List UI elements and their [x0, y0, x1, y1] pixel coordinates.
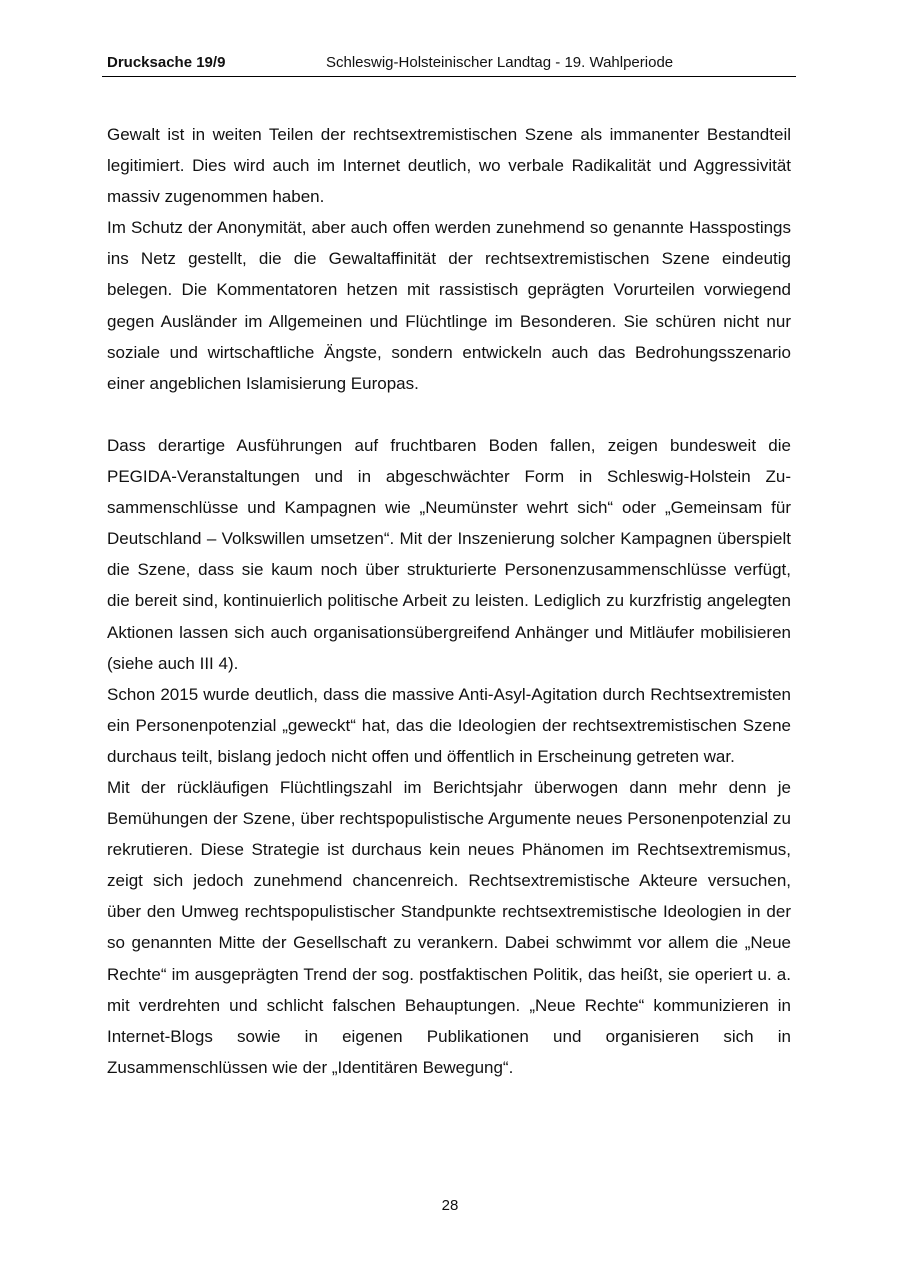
page-number: 28	[441, 1197, 459, 1214]
header-title: Schleswig-Holsteinischer Landtag - 19. Wahlperiode	[326, 54, 674, 71]
paragraph-3: Dass derartige Ausführungen auf fruchtbaren Boden fallen, zeigen bundesweit die PEGIDA-Veranstaltungen und in abgeschwächter Form in Schleswig-Holstein Zusammenschlüsse und Kampagnen wie „Neumünster wehrt sich“ oder „Gemeinsam für Deutschland – Volkswillen umsetzen“. Mit der Inszenierung solcher Kampagnen überspielt die Szene, dass sie kaum noch über strukturierte Personenzusammenschlüsse verfügt, die bereit sind, kontinuierlich politische Arbeit zu leisten. Lediglich zu kurzfristig angelegten Aktionen lassen sich auch organisationsübergreifend Anhänger und Mitläufer mobilisieren (siehe auch III 4).	[107, 435, 791, 673]
paragraph-2: Im Schutz der Anonymität, aber auch offen werden zunehmend so genannte Hasspostings ins Netz gestellt, die die Gewaltaffinität der rechtsextremistischen Szene eindeutig belegen. Die Kommentatoren hetzen mit rassistisch geprägten Vorurteilen vorwiegend gegen Ausländer im Allgemeinen und Flüchtlinge im Besonderen. Sie schüren nicht nur soziale und wirtschaftliche Ängste, sondern entwickeln auch das Bedrohungsszenario einer angeblichen Islamisierung Europas.	[107, 218, 791, 393]
page-header	[102, 52, 796, 77]
paragraph-4: Schon 2015 wurde deutlich, dass die massive Anti-Asyl-Agitation durch Rechtsextremisten ein Personenpotenzial „geweckt“ hat, das die Ideologien der rechtsextremistischen Szene durchaus teilt, bislang jedoch nicht offen und öffentlich in Erscheinung getreten war.	[107, 684, 791, 766]
document-number: Drucksache 19/9	[107, 54, 226, 71]
body-text	[107, 119, 791, 1083]
paragraph-1: Gewalt ist in weiten Teilen der rechtsextremistischen Szene als immanenter Bestandteil legitimiert. Dies wird auch im Internet deutlich, wo verbale Radikalität und Aggressivität massiv zugenommen haben.	[107, 125, 791, 207]
paragraph-5: Mit der rückläufigen Flüchtlingszahl im Berichtsjahr überwogen dann mehr denn je Bemühungen der Szene, über rechtspopulistische Argumente neues Personenpotenzial zu rekrutieren. Diese Strategie ist durchaus kein neues Phänomen im Rechtsextremismus, zeigt sich jedoch zunehmend chancenreich. Rechtsextremistische Akteure versuchen, über den Umweg rechtspopulistischer Standpunkte rechtsextremistische Ideologien in der so genannten Mitte der Gesellschaft zu verankern. Dabei schwimmt vor allem die „Neue Rechte“ im ausgeprägten Trend der sog. postfaktischen Politik, das heißt, sie operiert u. a. mit verdrehten und schlicht falschen Behauptungen. „Neue Rechte“ kommunizieren in Internet-Blogs sowie in eigenen Publikationen und organisieren sich in Zusammenschlüssen wie der „Identitären Bewegung“.	[107, 777, 791, 1077]
